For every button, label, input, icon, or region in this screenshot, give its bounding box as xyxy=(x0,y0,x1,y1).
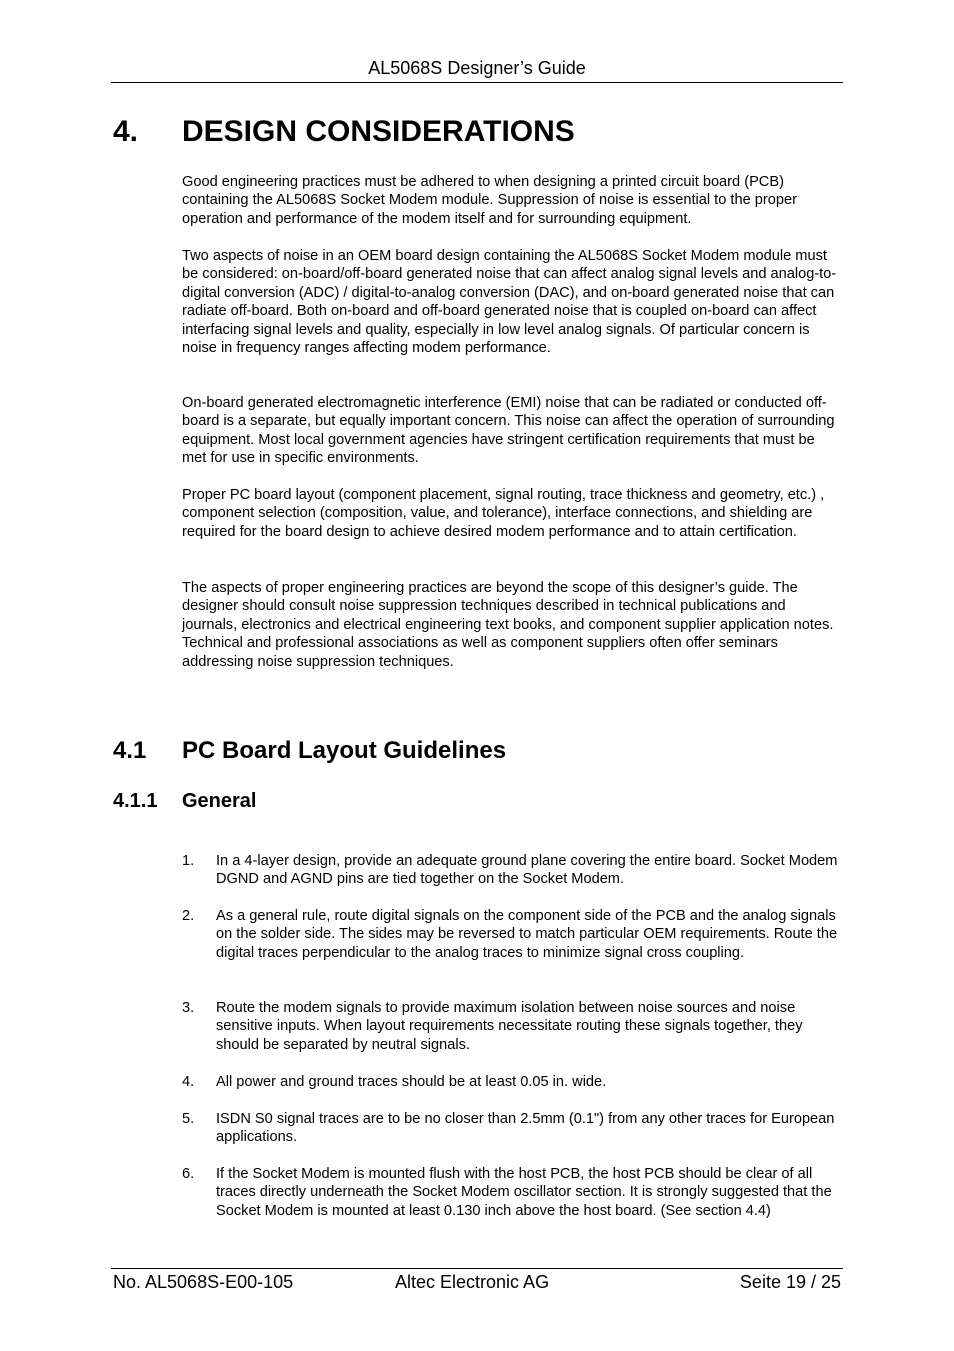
footer-doc-number: No. AL5068S-E00-105 xyxy=(113,1272,294,1292)
paragraph-2: Two aspects of noise in an OEM board design containing the AL5068S Socket Modem module must be considered: on-board/off-board generated noise that can affect analog signal levels and analog-to-digital conversion (ADC) / digital-to-analog conversion (DAC), and on-board generated noise that can radiate off-board. Both on-board and off-board generated noise that is coupled on-board can affect interfacing signal levels and quality, especially in low level analog signals. Of particular concern is noise in frequency ranges affecting modem performance. xyxy=(182,248,837,357)
list-marker: 5. xyxy=(182,1111,195,1127)
section-4-1-number: 4.1 xyxy=(113,737,147,764)
list-item xyxy=(182,1165,842,1220)
list-marker: 3. xyxy=(182,1000,195,1016)
paragraph-4: Proper PC board layout (component placement, signal routing, trace thickness and geometry, etc.) , component selection (composition, value, and tolerance), interface connections, and shielding are required for the board design to achieve desired modem performance and to attain certification. xyxy=(182,487,825,540)
list-item xyxy=(182,999,842,1054)
paragraph-1: Good engineering practices must be adhered to when designing a printed circuit board (PCB) containing the AL5068S Socket Modem module. Suppression of noise is essential to the proper operation and performance of the modem itself and for surrounding equipment. xyxy=(182,174,797,227)
section-4-1-title: PC Board Layout Guidelines xyxy=(182,737,507,764)
list-item xyxy=(182,852,842,889)
section-4-1-1-number: 4.1.1 xyxy=(113,790,158,812)
paragraph-3: On-board generated electromagnetic interference (EMI) noise that can be radiated or conducted off-board is a separate, but equally important concern. This noise can affect the operation of surrounding equipment. Most local government agencies have stringent certification requirements that must be met for use in specific environments. xyxy=(182,395,835,467)
list-marker: 2. xyxy=(182,908,195,924)
list-item-text: As a general rule, route digital signals on the component side of the PCB and the analog signals on the solder side. The sides may be reversed to match particular OEM requirements. Route the digital traces perpendicular to the analog traces to minimize signal cross coupling. xyxy=(216,908,838,961)
list-item xyxy=(182,1073,842,1091)
list-item xyxy=(182,1110,842,1147)
paragraph-5: The aspects of proper engineering practices are beyond the scope of this designer’s guide. The designer should consult noise suppression techniques described in technical publications and journals, electronics and electrical engineering text books, and component supplier application notes. Technical and professional associations as well as component suppliers often offer seminars addressing noise suppression techniques. xyxy=(182,580,834,670)
list-marker: 6. xyxy=(182,1166,195,1182)
section-4-number: 4. xyxy=(113,115,139,148)
list-item-text: If the Socket Modem is mounted flush with the host PCB, the host PCB should be clear of all traces directly underneath the Socket Modem oscillator section. It is strongly suggested that the Socket Modem is mounted at least 0.130 inch above the host board. (See section 4.4) xyxy=(216,1166,832,1219)
list-marker: 4. xyxy=(182,1074,195,1090)
list-item xyxy=(182,907,842,962)
header-title: AL5068S Designer’s Guide xyxy=(368,58,586,78)
page-footer xyxy=(111,1268,843,1297)
section-4-title: DESIGN CONSIDERATIONS xyxy=(182,115,575,148)
section-4-1-heading xyxy=(113,735,506,767)
list-item-text: In a 4-layer design, provide an adequate ground plane covering the entire board. Socket Modem DGND and AGND pins are tied together on the Socket Modem. xyxy=(216,853,838,888)
list-marker: 1. xyxy=(182,853,195,869)
section-4-1-1-heading xyxy=(113,788,256,814)
footer-page-number: Seite 19 / 25 xyxy=(739,1272,841,1292)
section-4-heading xyxy=(113,112,575,152)
list-item-text: Route the modem signals to provide maximum isolation between noise sources and noise sensitive inputs. When layout requirements necessitate routing these signals together, they should be separated by neutral signals. xyxy=(216,1000,803,1053)
page-header xyxy=(111,57,843,83)
section-4-1-1-title: General xyxy=(182,790,257,812)
list-item-text: All power and ground traces should be at least 0.05 in. wide. xyxy=(216,1074,607,1090)
list-item-text: ISDN S0 signal traces are to be no closer than 2.5mm (0.1") from any other traces for European applications. xyxy=(216,1111,835,1146)
footer-company: Altec Electronic AG xyxy=(395,1272,550,1292)
